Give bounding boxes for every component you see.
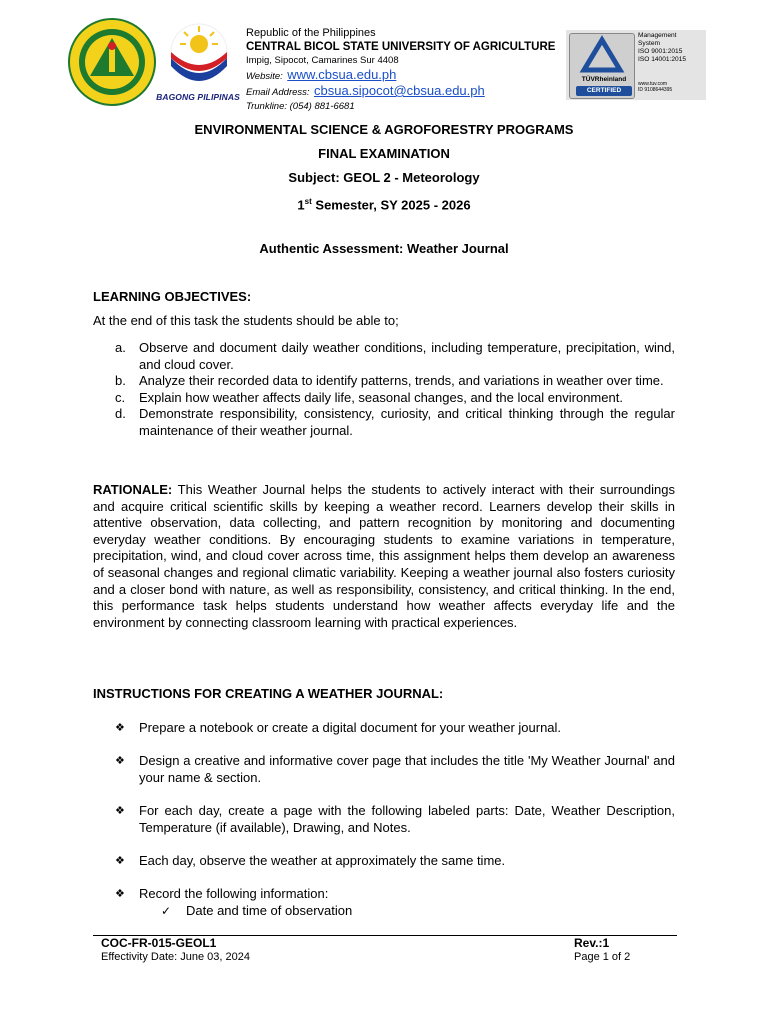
- diamond-bullet-icon: ❖: [115, 887, 125, 900]
- list-item-text: Record the following information:: [139, 885, 329, 901]
- university-info: [246, 26, 576, 114]
- tuv-triangle-icon: [570, 34, 634, 78]
- subject-title: Subject: GEOL 2 - Meteorology: [288, 170, 480, 185]
- semester-suffix: st: [304, 197, 312, 206]
- diamond-bullet-icon: ❖: [115, 755, 125, 768]
- revision: Rev.:1: [574, 936, 610, 950]
- objectives-intro: At the end of this task the students should be able to;: [93, 313, 399, 328]
- letterhead: [68, 18, 708, 112]
- cert-line-3: ISO 9001:2015: [638, 48, 683, 55]
- cert-line-4: ISO 14001:2015: [638, 56, 687, 63]
- effectivity-date: Effectivity Date: June 03, 2024: [101, 951, 250, 963]
- list-item-text: Analyze their recorded data to identify patterns, trends, and variations in weather over time.: [139, 373, 664, 389]
- list-item-text: Demonstrate responsibility, consistency, curiosity, and critical thinking through the regular maintenance of their weather journal.: [139, 406, 675, 438]
- certified-label: CERTIFIED: [576, 86, 632, 96]
- list-item-text: Each day, observe the weather at approximately the same time.: [139, 852, 506, 868]
- cert-line-1: Management: [638, 32, 677, 39]
- website-link[interactable]: www.cbsua.edu.ph: [287, 67, 397, 82]
- list-item: [93, 340, 675, 373]
- rationale-paragraph: [93, 482, 675, 631]
- form-code: COC-FR-015-GEOL1: [101, 936, 217, 950]
- list-item: [93, 373, 675, 390]
- bagong-pilipinas-label: BAGONG PILIPINAS: [156, 92, 240, 102]
- diamond-bullet-icon: ❖: [115, 804, 125, 817]
- list-item-text: Prepare a notebook or create a digital document for your weather journal.: [139, 720, 562, 735]
- program-title: ENVIRONMENTAL SCIENCE & AGROFORESTRY PROGRAMS: [194, 122, 574, 137]
- tuv-label: TÜVRheinland: [581, 76, 627, 83]
- checkmark-icon: ✓: [161, 903, 172, 918]
- diamond-bullet-icon: ❖: [115, 854, 125, 867]
- website-label: Website:: [246, 71, 283, 82]
- list-item: [93, 390, 675, 407]
- university-name: CENTRAL BICOL STATE UNIVERSITY OF AGRICULTURE: [246, 41, 556, 53]
- list-item: [93, 406, 675, 439]
- instructions-heading: INSTRUCTIONS FOR CREATING A WEATHER JOURNAL:: [93, 686, 444, 701]
- list-item-text: For each day, create a page with the following labeled parts: Date, Weather Description, Temperature (if available), Drawing, and Notes.: [139, 802, 675, 835]
- cert-foot-1: www.tuv.com: [638, 81, 668, 87]
- list-marker: a.: [115, 340, 126, 355]
- list-marker: b.: [115, 373, 126, 389]
- semester-title: [0, 193, 768, 217]
- list-item: [93, 753, 675, 786]
- objectives-list: [93, 340, 675, 440]
- cert-footer: [638, 81, 672, 93]
- list-marker: d.: [115, 406, 126, 422]
- list-marker: c.: [115, 389, 126, 405]
- sublist-item-text: Date and time of observation: [186, 902, 353, 918]
- diamond-bullet-icon: ❖: [115, 722, 125, 734]
- list-item: [93, 720, 675, 737]
- tuv-badge: [569, 33, 635, 99]
- rationale-text: This Weather Journal helps the students to actively interact with their surroundings and acquire critical scientific skills by keeping a weather record. Learners develop their skills in attentive observation, data collecting, and pattern recognition by monitoring and documenting everyday weather conditions. By encouraging students to examine variations in temperature, precipitation, wind, and cloud cover across time, this assignment helps them develop an awareness of seasonal changes and regional climatic variability. Keeping a weather journal also fosters curiosity and a closer bond with nature, as well as responsibility, consistency, and critical thinking. In the end, this performance task helps students understand how weather affects everyday life and the environment by connecting classroom learning with practical experiences.: [93, 482, 675, 630]
- list-item-text: Design a creative and informative cover page that includes the title 'My Weather Journal' and your name & section.: [139, 753, 675, 785]
- list-item: [93, 853, 675, 870]
- sublist-item: [139, 903, 675, 920]
- university-seal-icon: [68, 18, 156, 106]
- assessment-title: Authentic Assessment: Weather Journal: [259, 241, 509, 256]
- objectives-heading: LEARNING OBJECTIVES:: [93, 289, 252, 304]
- rationale-label: RATIONALE:: [93, 482, 173, 497]
- exam-title: FINAL EXAMINATION: [318, 146, 450, 161]
- cert-line-2: System: [638, 40, 660, 47]
- iso-certification-badge: [566, 30, 706, 100]
- semester-number: 1: [297, 197, 305, 213]
- footer-right: [574, 936, 674, 964]
- email-link[interactable]: cbsua.sipocot@cbsua.edu.ph: [313, 83, 485, 98]
- page-number: Page 1 of 2: [574, 951, 631, 963]
- semester-rest: Semester, SY 2025 - 2026: [311, 197, 471, 213]
- cert-text: [638, 32, 704, 64]
- list-item: [93, 803, 675, 836]
- instructions-sublist: [139, 903, 675, 920]
- email-label: Email Address:: [246, 87, 310, 98]
- list-item-text: Explain how weather affects daily life, seasonal changes, and the local environment.: [139, 389, 623, 405]
- list-item: [93, 886, 675, 919]
- trunkline: Trunkline: (054) 881-6681: [246, 101, 355, 112]
- cert-foot-2: ID 9108644395: [638, 87, 673, 93]
- list-item-text: Observe and document daily weather conditions, including temperature, precipitation, wind, and cloud cover.: [139, 340, 675, 372]
- republic-label: Republic of the Philippines: [246, 27, 376, 39]
- university-address: Impig, Sipocot, Camarines Sur 4408: [246, 55, 399, 66]
- instructions-list: [93, 720, 675, 919]
- document-titles: [0, 121, 768, 217]
- footer-left: [101, 936, 401, 964]
